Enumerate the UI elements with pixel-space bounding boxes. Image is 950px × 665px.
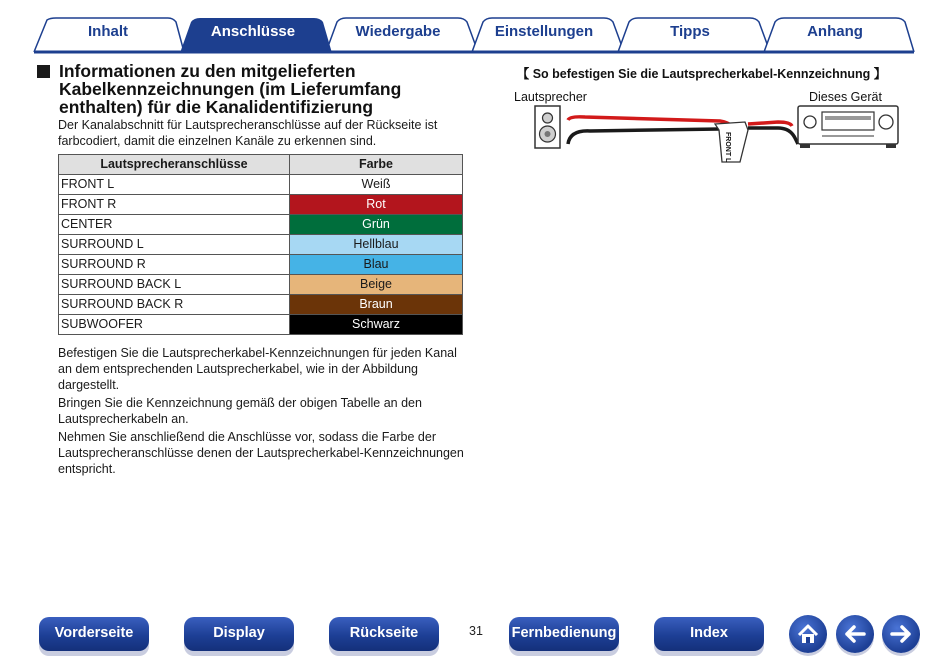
channel-cell: SURROUND BACK L <box>59 275 290 295</box>
nav-index-button[interactable]: Index <box>654 617 764 651</box>
square-bullet-icon <box>37 65 50 78</box>
header-speaker-terminals: Lautsprecheranschlüsse <box>59 155 290 175</box>
tab-einstellungen[interactable]: Einstellungen <box>494 23 594 40</box>
speaker-cable <box>568 117 798 144</box>
color-code-table <box>58 154 463 335</box>
color-cell: Braun <box>290 295 463 315</box>
color-cell: Blau <box>290 255 463 275</box>
section-title: Informationen zu den mitgelieferten Kabelkennzeichnungen (im Lieferumfang enthalten) für die Kanalidentifizierung <box>59 61 402 117</box>
cable-tag-icon <box>715 122 748 163</box>
av-receiver-icon <box>798 106 898 148</box>
header-color: Farbe <box>290 155 463 175</box>
forward-button[interactable] <box>882 615 920 653</box>
instruction-paragraph: Nehmen Sie anschließend die Anschlüsse vor, sodass die Farbe der Lautsprecheranschlüsse denen der Lautsprecherkabel-Kennzeichnungen entspricht. <box>58 430 464 476</box>
nav-rear-panel-button[interactable]: Rückseite <box>329 617 439 651</box>
channel-cell: SURROUND L <box>59 235 290 255</box>
back-arrow-icon <box>836 615 874 653</box>
channel-cell: SURROUND BACK R <box>59 295 290 315</box>
instructions <box>58 345 468 479</box>
speaker-label: Lautsprecher <box>514 90 587 104</box>
tab-bar <box>0 0 950 56</box>
tab-tipps[interactable]: Tipps <box>670 23 710 40</box>
tab-wiedergabe[interactable]: Wiedergabe <box>355 23 441 40</box>
color-cell: Beige <box>290 275 463 295</box>
nav-display-button[interactable]: Display <box>184 617 294 651</box>
home-icon <box>789 615 827 653</box>
color-cell: Hellblau <box>290 235 463 255</box>
table-row <box>59 295 463 315</box>
table-row <box>59 255 463 275</box>
tag-label: FRONT L <box>724 132 731 163</box>
color-cell: Grün <box>290 215 463 235</box>
nav-front-panel-button[interactable]: Vorderseite <box>39 617 149 651</box>
table-row <box>59 195 463 215</box>
channel-cell: SUBWOOFER <box>59 315 290 335</box>
figure-title: 【 So befestigen Sie die Lautsprecherkabel-Kennzeichnung 】 <box>516 67 887 81</box>
table-row <box>59 275 463 295</box>
instruction-paragraph: Bringen Sie die Kennzeichnung gemäß der obigen Tabelle an den Lautsprecherkabeln an. <box>58 396 422 426</box>
tab-anhang[interactable]: Anhang <box>807 23 863 40</box>
table-body <box>59 175 463 335</box>
table-row <box>59 315 463 335</box>
cable-label-illustration <box>510 100 910 190</box>
table-row <box>59 215 463 235</box>
home-button[interactable] <box>789 615 827 653</box>
back-button[interactable] <box>836 615 874 653</box>
color-cell: Weiß <box>290 175 463 195</box>
nav-remote-control-button[interactable]: Fernbedienung <box>509 617 619 651</box>
tab-anschluesse[interactable]: Anschlüsse <box>210 23 296 40</box>
tab-inhalt[interactable]: Inhalt <box>88 23 128 40</box>
speaker-icon <box>535 106 560 148</box>
channel-cell: CENTER <box>59 215 290 235</box>
instruction-paragraph: Befestigen Sie die Lautsprecherkabel-Kennzeichnungen für jeden Kanal an dem entsprechenden Lautsprecherkabel, wie in der Abbildung dargestellt. <box>58 346 457 392</box>
color-cell: Schwarz <box>290 315 463 335</box>
channel-cell: SURROUND R <box>59 255 290 275</box>
channel-cell: FRONT L <box>59 175 290 195</box>
table-row <box>59 175 463 195</box>
channel-cell: FRONT R <box>59 195 290 215</box>
table-row <box>59 235 463 255</box>
page-number: 31 <box>469 624 483 638</box>
section-heading <box>37 62 477 116</box>
forward-arrow-icon <box>882 615 920 653</box>
device-label: Dieses Gerät <box>809 90 882 104</box>
color-cell: Rot <box>290 195 463 215</box>
intro-text: Der Kanalabschnitt für Lautsprecheranschlüsse auf der Rückseite ist farbcodiert, damit die einzelnen Kanäle zu erkennen sind. <box>58 118 438 148</box>
table-header-row <box>59 155 463 175</box>
